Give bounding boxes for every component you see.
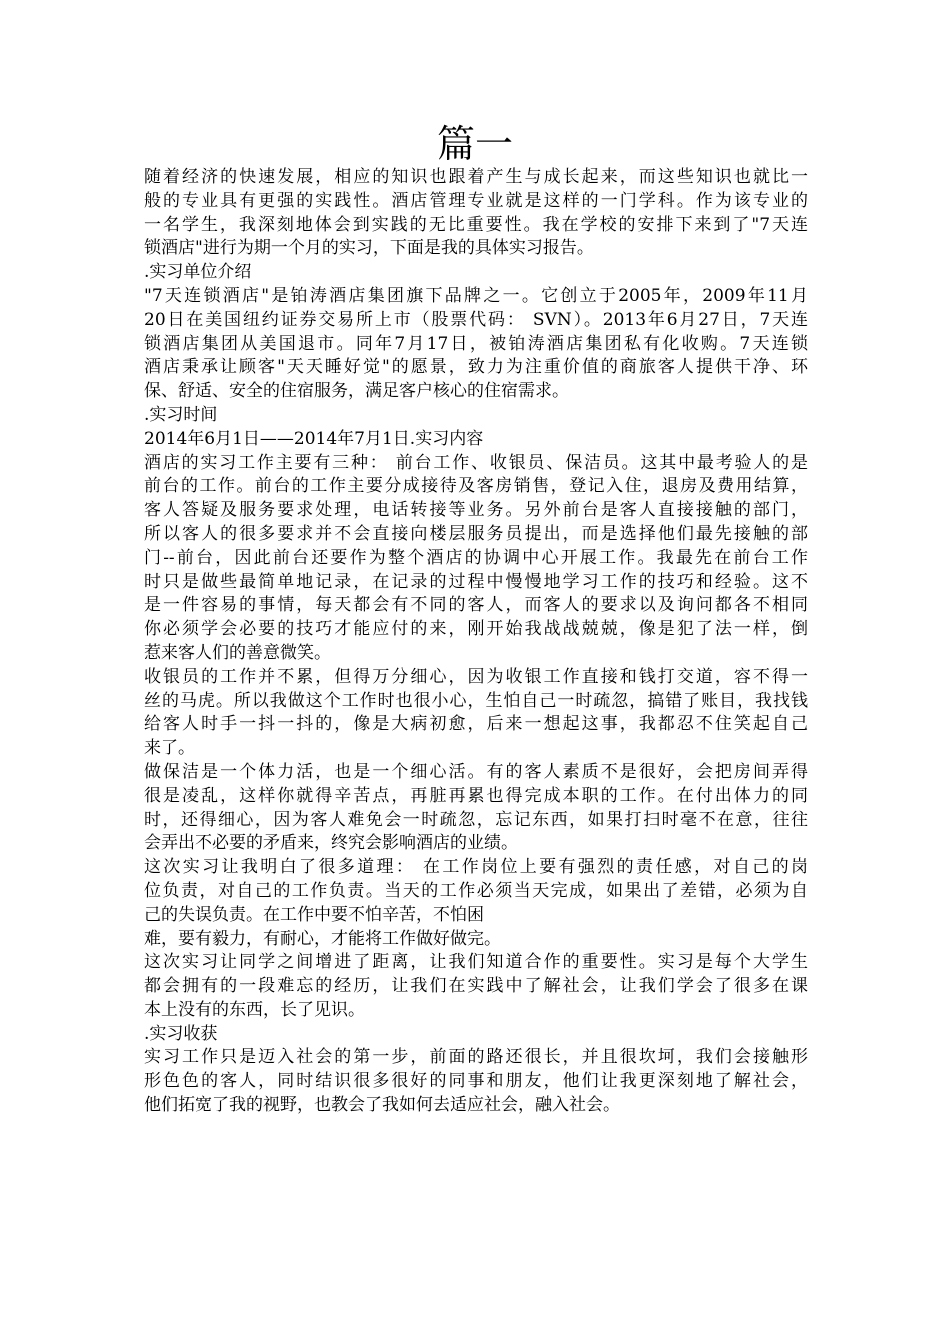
text-line: 20日在美国纽约证券交易所上市（股票代码： SVN）。2013年6月27日，7天连: [144, 309, 808, 330]
text-line: 2014年6月1日——2014年7月1日.实习内容: [144, 428, 484, 449]
text-line: 做保洁是一个体力活，也是一个细心活。有的客人素质不是很好，会把房间弄得: [144, 761, 808, 782]
text-line: 前台的工作。前台的工作主要分成接待及客房销售，登记入住，退房及费用结算，: [144, 476, 808, 497]
text-line: 位负责，对自己的工作负责。当天的工作必须当天完成，如果出了差错，必须为自: [144, 880, 808, 901]
text-line: "7天连锁酒店"是铂涛酒店集团旗下品牌之一。它创立于2005年，2009年11月: [144, 285, 808, 306]
text-line: 会弄出不必要的矛盾来，终究会影响酒店的业绩。: [144, 833, 518, 854]
document-title: 篇一: [436, 122, 513, 166]
text-line: .实习时间: [144, 404, 218, 425]
text-line: 本上没有的东西，长了见识。: [144, 999, 365, 1020]
text-line: 丝的马虎。所以我做这个工作时也很小心，生怕自己一时疏忽，搞错了账目，我找钱: [144, 690, 808, 711]
text-line: 时，还得细心，因为客人难免会一时疏忽，忘记东西，如果打扫时毫不在意，往往: [144, 809, 808, 830]
text-line: 锁酒店集团从美国退市。同年7月17日，被铂涛酒店集团私有化收购。7天连锁: [144, 333, 808, 354]
text-line: 所以客人的很多要求并不会直接向楼层服务员提出，而是选择他们最先接触的部: [144, 523, 808, 544]
text-line: 己的失误负责。在工作中要不怕辛苦，不怕困: [144, 904, 484, 925]
text-line: 酒店的实习工作主要有三种： 前台工作、收银员、保洁员。这其中最考验人的是: [144, 452, 808, 473]
text-line: 都会拥有的一段难忘的经历，让我们在实践中了解社会，让我们学会了很多在课: [144, 976, 808, 997]
text-line: 他们拓宽了我的视野，也教会了我如何去适应社会，融入社会。: [144, 1095, 620, 1116]
text-line: .实习收获: [144, 1023, 218, 1044]
text-line: 实习工作只是迈入社会的第一步，前面的路还很长，并且很坎坷，我们会接触形: [144, 1047, 808, 1068]
text-line: 收银员的工作并不累，但得万分细心，因为收银工作直接和钱打交道，容不得一: [144, 666, 808, 687]
text-line: 来了。: [144, 738, 195, 759]
text-line: 这次实习让同学之间增进了距离，让我们知道合作的重要性。实习是每个大学生: [144, 952, 808, 973]
text-line: 般的专业具有更强的实践性。酒店管理专业就是这样的一门学科。作为该专业的: [144, 190, 808, 211]
text-line: 随着经济的快速发展，相应的知识也跟着产生与成长起来，而这些知识也就比一: [144, 167, 808, 187]
text-line: 惹来客人们的善意微笑。: [144, 642, 331, 663]
text-line: 时只是做些最简单地记录，在记录的过程中慢慢地学习工作的技巧和经验。这不: [144, 571, 808, 592]
text-line: 形色色的客人，同时结识很多很好的同事和朋友，他们让我更深刻地了解社会，: [144, 1071, 808, 1092]
text-line: 你必须学会必要的技巧才能应付的来，刚开始我战战兢兢，像是犯了法一样，倒: [144, 619, 808, 640]
text-line: 难，要有毅力，有耐心，才能将工作做好做完。: [144, 928, 501, 949]
text-line: .实习单位介绍: [144, 262, 252, 283]
text-line: 一名学生，我深刻地体会到实践的无比重要性。我在学校的安排下来到了"7天连: [144, 214, 808, 235]
text-line: 给客人时手一抖一抖的，像是大病初愈，后来一想起这事，我都忍不住笑起自己: [144, 714, 808, 735]
text-line: 酒店秉承让顾客"天天睡好觉"的愿景，致力为注重价值的商旅客人提供干净、环: [144, 357, 808, 378]
text-line: 保、舒适、安全的住宿服务，满足客户核心的住宿需求。: [144, 381, 569, 402]
text-line: 锁酒店"进行为期一个月的实习，下面是我的具体实习报告。: [144, 238, 594, 259]
document-body: [144, 166, 808, 1118]
text-line: 是一件容易的事情，每天都会有不同的客人，而客人的要求以及询问都各不相同: [144, 595, 808, 616]
text-line: 客人答疑及服务要求处理，电话转接等业务。另外前台是客人直接接触的部门，: [144, 500, 808, 521]
text-line: 门--前台，因此前台还要作为整个酒店的协调中心开展工作。我最先在前台工作: [144, 547, 808, 568]
text-line: 很是凌乱，这样你就得辛苦点，再脏再累也得完成本职的工作。在付出体力的同: [144, 785, 808, 806]
text-line: 这次实习让我明白了很多道理： 在工作岗位上要有强烈的责任感，对自己的岗: [144, 857, 808, 878]
